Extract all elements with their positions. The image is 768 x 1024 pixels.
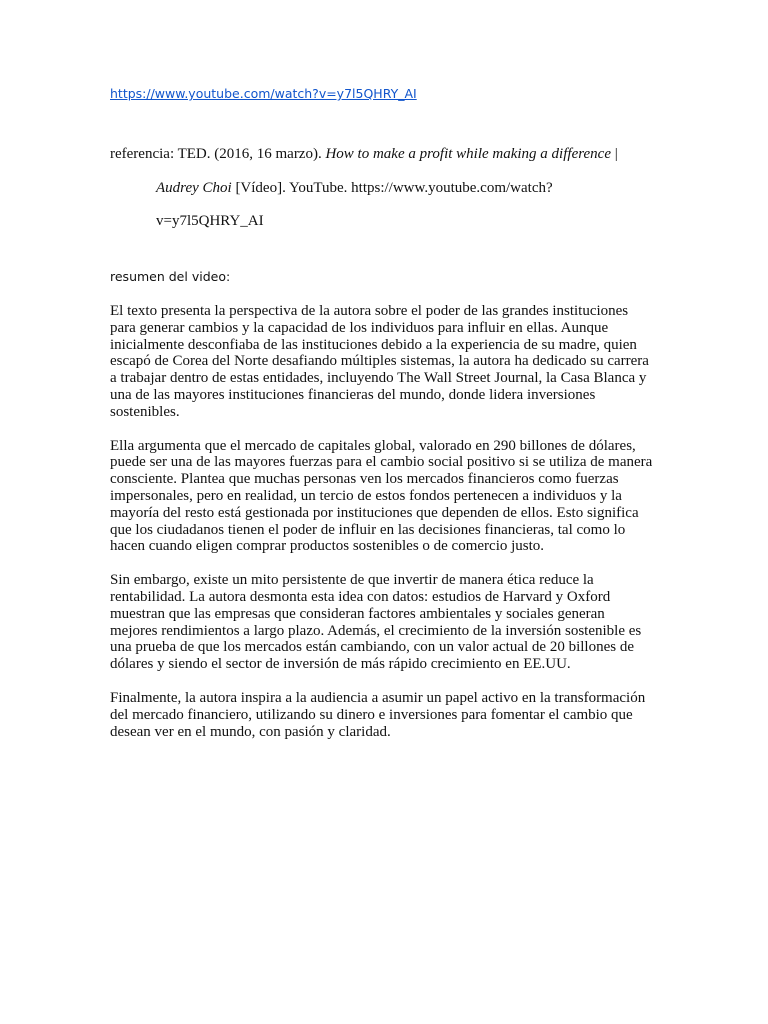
- paragraph: Ella argumenta que el mercado de capitales global, valorado en 290 billones de dólares, puede ser una de las mayores fuerzas para el cambio social positivo si se utiliza de manera consciente. Plantea que muchas personas ven los mercados financieros como fuerzas impersonales, pero en realidad, un tercio de estos fondos pertenecen a individuos y la mayoría del resto está gestionada por instituciones que dependen de ellos. Esto significa que los ciudadanos tienen el poder de influir en las decisiones financieras, tal como lo hacen cuando eligen comprar productos sostenibles o de comercio justo.: [110, 437, 653, 555]
- paragraph: Finalmente, la autora inspira a la audiencia a asumir un papel activo en la transformación del mercado financiero, utilizando su dinero e inversiones para fomentar el cambio que desean ver en el mundo, con pasión y claridad.: [110, 689, 646, 740]
- reference-separator: |: [610, 146, 618, 162]
- reference-author: Audrey Choi: [156, 179, 232, 196]
- reference-source: [Vídeo]. YouTube. https://www.youtube.com/watch?: [231, 179, 553, 196]
- reference-line-3: [110, 205, 656, 239]
- reference-line-1: [110, 138, 656, 172]
- paragraph: El texto presenta la perspectiva de la autora sobre el poder de las grandes instituciones para generar cambios y la capacidad de los individuos para influir en ellas. Aunque inicialmente desconfiaba de las instituciones debido a la experiencia de su madre, quien escapó de Corea del Norte desafiando múltiples sistemas, la autora ha dedicado su carrera a trabajar dentro de estas entidades, incluyendo The Wall Street Journal, la Casa Blanca y una de las mayores instituciones financieras del mundo, donde lidera inversiones sostenibles.: [110, 303, 649, 420]
- summary-label: resumen del video:: [110, 269, 231, 284]
- reference-line-2: [110, 172, 656, 206]
- reference-title: How to make a profit while making a difference: [325, 146, 611, 162]
- paragraph: Sin embargo, existe un mito persistente de que invertir de manera ética reduce la rentabilidad. La autora desmonta esta idea con datos: estudios de Harvard y Oxford muestran que las empresas que consideran factores ambientales y sociales generan mejores rendimientos a largo plazo. Además, el crecimiento de la inversión sostenible es una prueba de que los mercados están cambiando, con un valor actual de 20 billones de dólares y siendo el sector de inversión de más rápido crecimiento en EE.UU.: [110, 572, 642, 673]
- summary-body: [110, 303, 656, 757]
- video-link[interactable]: https://www.youtube.com/watch?v=y7l5QHRY_AI: [110, 86, 417, 101]
- reference-prefix: referencia: TED. (2016, 16 marzo).: [110, 146, 326, 162]
- reference-citation: [110, 138, 656, 239]
- reference-url-end: v=y7l5QHRY_AI: [156, 213, 264, 229]
